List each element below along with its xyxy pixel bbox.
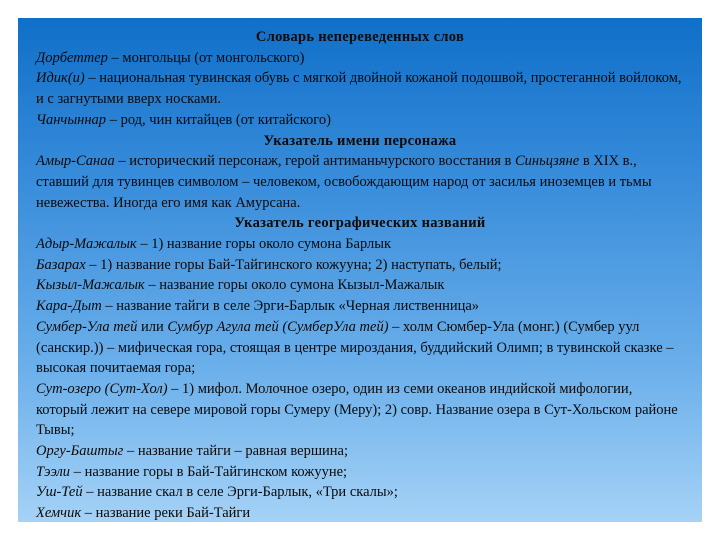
entry-term-inline: Синьцзяне — [515, 153, 580, 170]
glossary-text — [36, 27, 684, 524]
entry-definition: – название тайги – равная вершина; — [123, 443, 348, 460]
section-heading-glossary: Словарь непереведенных слов — [255, 29, 465, 45]
geography-entry — [36, 234, 684, 255]
entry-term: Идик(и) — [36, 70, 85, 87]
geography-entry — [36, 317, 684, 379]
entry-definition: – исторический персонаж, герой антиманьчурского восстания в — [114, 153, 516, 170]
entry-term-alt: Сумбур Агула тей (СумберУла тей) — [167, 318, 389, 335]
entry-term: Оргу-Баштыг — [36, 443, 124, 460]
entry-term: Сут-озеро (Сут-Хол) — [36, 380, 168, 397]
entry-term: Хемчик — [36, 505, 82, 522]
entry-definition: – название тайги в селе Эрги-Барлык «Черная лиственница» — [101, 298, 480, 315]
entry-definition: – название скал в селе Эрги-Барлык, «Три скалы»; — [82, 484, 398, 501]
section-heading-characters: Указатель имени персонажа — [263, 132, 457, 149]
geography-entry — [36, 503, 684, 524]
entry-definition: – название горы в Бай-Тайгинском кожууне; — [70, 463, 348, 480]
entry-definition: – название горы около сумона Кызыл-Мажалык — [144, 277, 445, 294]
entry-term: Тээли — [36, 463, 71, 480]
geography-entry — [36, 275, 684, 296]
entry-term: Адыр-Мажалык — [36, 236, 137, 253]
entry-term: Кара-Дыт — [36, 298, 102, 315]
entry-term: Базарах — [36, 256, 86, 273]
geography-entry — [36, 441, 684, 462]
geography-entry — [36, 482, 684, 503]
geography-entry — [36, 255, 684, 276]
entry-definition-continued: в XIX в., ставший для тувинцев символом – человеком, освобождающим народ от засилья иноземцев и тьмы невежества. Иногда его имя как Амурсана. — [36, 153, 652, 211]
glossary-entry — [36, 68, 684, 109]
entry-term: Дорбеттер — [36, 49, 108, 66]
section-heading-geography: Указатель географических названий — [234, 215, 486, 232]
entry-term: Амыр-Санаа — [36, 153, 115, 170]
geography-entry — [36, 462, 684, 483]
entry-term: Сумбер-Ула тей — [36, 318, 138, 335]
entry-definition: – национальная тувинская обувь с мягкой двойной кожаной подошвой, простеганной войлоком, и с загнутыми вверх носками. — [36, 70, 682, 108]
entry-definition: – род, чин китайцев (от китайского) — [106, 111, 331, 128]
entry-term: Чанчыннар — [36, 111, 107, 128]
entry-definition: – 1) название горы Бай-Тайгинского кожууна; 2) наступать, белый; — [85, 256, 502, 273]
geography-entry — [36, 379, 684, 441]
entry-definition: – холм Сюмбер-Ула (монг.) (Сумбер уул (санскир.)) – мифическая гора, стоящая в центре мироздания, буддийский Олимп; в тувинской сказке – высокая почитаемая гора; — [36, 318, 674, 377]
entry-definition: – 1) мифол. Молочное озеро, один из семи океанов индийской мифологии, который лежит на севере мировой горы Сумеру (Меру); 2) совр. Название озера в Сут-Хольском районе Тывы; — [36, 380, 678, 439]
entry-definition: – 1) название горы около сумона Барлык — [136, 236, 392, 253]
glossary-entry — [36, 110, 684, 131]
entry-definition: – название реки Бай-Тайги — [81, 505, 251, 522]
entry-connector: или — [137, 318, 168, 335]
entry-term: Кызыл-Мажалык — [36, 277, 145, 294]
entry-definition: – монгольцы (от монгольского) — [107, 49, 305, 66]
glossary-entry — [36, 48, 684, 69]
entry-term: Уш-Тей — [36, 484, 83, 501]
geography-entry — [36, 296, 684, 317]
character-entry — [36, 151, 684, 213]
